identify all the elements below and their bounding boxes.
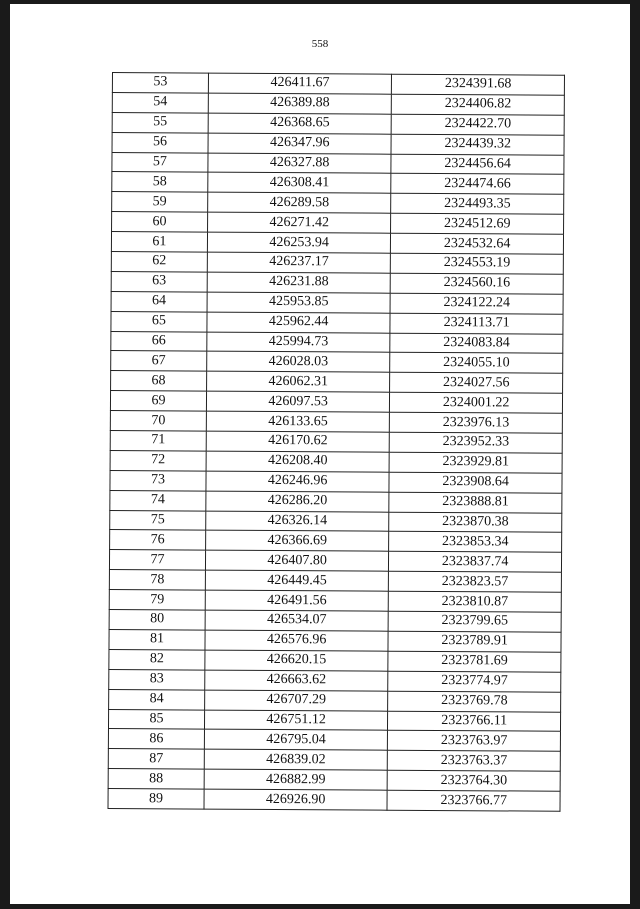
y-coordinate-cell: 2323763.97 <box>388 731 561 752</box>
table-row <box>111 331 563 354</box>
table-row <box>111 351 563 374</box>
x-coordinate-cell: 426097.53 <box>206 391 390 412</box>
x-coordinate-cell: 426289.58 <box>208 192 392 213</box>
y-coordinate-cell: 2323766.11 <box>388 711 561 732</box>
point-id-cell: 86 <box>108 729 204 749</box>
x-coordinate-cell: 426133.65 <box>206 411 390 432</box>
coordinate-table <box>107 72 564 812</box>
point-id-cell: 66 <box>111 331 207 351</box>
y-coordinate-cell: 2324493.35 <box>391 194 564 215</box>
table-row <box>112 172 564 195</box>
x-coordinate-cell: 426839.02 <box>204 749 388 770</box>
table-row <box>112 192 564 215</box>
point-id-cell: 55 <box>112 112 208 132</box>
point-id-cell: 60 <box>112 212 208 232</box>
x-coordinate-cell: 426246.96 <box>206 471 390 492</box>
y-coordinate-cell: 2324439.32 <box>391 134 564 155</box>
y-coordinate-cell: 2323870.38 <box>389 512 562 533</box>
y-coordinate-cell: 2323766.77 <box>387 790 560 811</box>
x-coordinate-cell: 426237.17 <box>207 252 391 273</box>
x-coordinate-cell: 426449.45 <box>205 570 389 591</box>
table-row <box>111 271 563 294</box>
point-id-cell: 65 <box>111 311 207 331</box>
y-coordinate-cell: 2324055.10 <box>390 353 563 374</box>
x-coordinate-cell: 425953.85 <box>207 292 391 313</box>
y-coordinate-cell: 2323837.74 <box>389 552 562 573</box>
table-row <box>110 411 562 434</box>
x-coordinate-cell: 426882.99 <box>204 769 388 790</box>
y-coordinate-cell: 2323774.97 <box>388 671 561 692</box>
x-coordinate-cell: 426327.88 <box>208 153 392 174</box>
y-coordinate-cell: 2324391.68 <box>392 74 565 95</box>
point-id-cell: 74 <box>110 490 206 510</box>
point-id-cell: 79 <box>109 590 205 610</box>
document-page <box>10 4 630 904</box>
x-coordinate-cell: 426411.67 <box>208 73 392 94</box>
x-coordinate-cell: 426620.15 <box>205 650 389 671</box>
point-id-cell: 87 <box>108 749 204 769</box>
x-coordinate-cell: 426062.31 <box>206 371 390 392</box>
y-coordinate-cell: 2323764.30 <box>387 770 560 791</box>
y-coordinate-cell: 2323810.87 <box>389 591 562 612</box>
y-coordinate-cell: 2324406.82 <box>392 94 565 115</box>
point-id-cell: 71 <box>110 431 206 451</box>
x-coordinate-cell: 426326.14 <box>206 511 390 532</box>
table-row <box>109 669 561 692</box>
point-id-cell: 59 <box>112 192 208 212</box>
x-coordinate-cell: 426170.62 <box>206 431 390 452</box>
x-coordinate-cell: 426368.65 <box>208 113 392 134</box>
y-coordinate-cell: 2323976.13 <box>390 412 563 433</box>
x-coordinate-cell: 426663.62 <box>205 670 389 691</box>
x-coordinate-cell: 425994.73 <box>207 332 391 353</box>
table-row <box>111 232 563 255</box>
y-coordinate-cell: 2324027.56 <box>390 373 563 394</box>
table-row <box>108 789 560 812</box>
table-row <box>110 450 562 473</box>
point-id-cell: 53 <box>112 73 208 93</box>
table-row <box>112 112 564 135</box>
point-id-cell: 82 <box>109 649 205 669</box>
table-row <box>112 92 564 115</box>
table-row <box>109 649 561 672</box>
table-row <box>112 152 564 175</box>
coordinate-table-body <box>108 73 564 812</box>
x-coordinate-cell: 426028.03 <box>207 352 391 373</box>
point-id-cell: 54 <box>112 92 208 112</box>
point-id-cell: 67 <box>111 351 207 371</box>
y-coordinate-cell: 2324083.84 <box>390 333 563 354</box>
table-row <box>110 490 562 513</box>
y-coordinate-cell: 2323908.64 <box>389 472 562 493</box>
y-coordinate-cell: 2323781.69 <box>388 651 561 672</box>
table-row <box>109 610 561 633</box>
point-id-cell: 83 <box>109 669 205 689</box>
point-id-cell: 62 <box>111 252 207 272</box>
y-coordinate-cell: 2324474.66 <box>391 174 564 195</box>
point-id-cell: 56 <box>112 132 208 152</box>
point-id-cell: 88 <box>108 769 204 789</box>
table-row <box>111 311 563 334</box>
table-row <box>110 431 562 454</box>
table-row <box>110 530 562 553</box>
y-coordinate-cell: 2323789.91 <box>388 631 561 652</box>
point-id-cell: 75 <box>110 510 206 530</box>
table-row <box>112 212 564 235</box>
point-id-cell: 64 <box>111 291 207 311</box>
y-coordinate-cell: 2323799.65 <box>388 611 561 632</box>
table-row <box>108 769 560 792</box>
y-coordinate-cell: 2323952.33 <box>390 432 563 453</box>
x-coordinate-cell: 426926.90 <box>204 789 388 810</box>
table-row <box>109 570 561 593</box>
point-id-cell: 89 <box>108 789 204 809</box>
point-id-cell: 73 <box>110 470 206 490</box>
y-coordinate-cell: 2324532.64 <box>391 233 564 254</box>
y-coordinate-cell: 2324422.70 <box>391 114 564 135</box>
point-id-cell: 70 <box>110 411 206 431</box>
x-coordinate-cell: 426491.56 <box>205 590 389 611</box>
x-coordinate-cell: 426389.88 <box>208 93 392 114</box>
x-coordinate-cell: 425962.44 <box>207 312 391 333</box>
x-coordinate-cell: 426208.40 <box>206 451 390 472</box>
table-row <box>109 689 561 712</box>
x-coordinate-cell: 426707.29 <box>205 690 389 711</box>
point-id-cell: 63 <box>111 271 207 291</box>
page-number: 558 <box>311 38 329 50</box>
x-coordinate-cell: 426534.07 <box>205 610 389 631</box>
x-coordinate-cell: 426576.96 <box>205 630 389 651</box>
point-id-cell: 84 <box>109 689 205 709</box>
x-coordinate-cell: 426347.96 <box>208 133 392 154</box>
y-coordinate-cell: 2323888.81 <box>389 492 562 513</box>
x-coordinate-cell: 426308.41 <box>208 173 392 194</box>
table-row <box>112 73 564 96</box>
y-coordinate-cell: 2323763.37 <box>388 750 561 771</box>
point-id-cell: 68 <box>111 371 207 391</box>
x-coordinate-cell: 426751.12 <box>204 710 388 731</box>
point-id-cell: 72 <box>110 450 206 470</box>
y-coordinate-cell: 2324512.69 <box>391 213 564 234</box>
x-coordinate-cell: 426231.88 <box>207 272 391 293</box>
point-id-cell: 76 <box>110 530 206 550</box>
x-coordinate-cell: 426407.80 <box>205 550 389 571</box>
table-row <box>112 132 564 155</box>
y-coordinate-cell: 2324553.19 <box>391 253 564 274</box>
y-coordinate-cell: 2323823.57 <box>389 571 562 592</box>
point-id-cell: 78 <box>109 570 205 590</box>
table-row <box>108 749 560 772</box>
y-coordinate-cell: 2323853.34 <box>389 532 562 553</box>
table-row <box>109 629 561 652</box>
y-coordinate-cell: 2323769.78 <box>388 691 561 712</box>
table-row <box>111 252 563 275</box>
table-row <box>110 510 562 533</box>
table-row <box>111 371 563 394</box>
point-id-cell: 80 <box>109 610 205 630</box>
point-id-cell: 58 <box>112 172 208 192</box>
point-id-cell: 69 <box>110 391 206 411</box>
x-coordinate-cell: 426795.04 <box>204 729 388 750</box>
point-id-cell: 61 <box>111 232 207 252</box>
table-row <box>108 709 560 732</box>
x-coordinate-cell: 426366.69 <box>206 531 390 552</box>
table-row <box>110 391 562 414</box>
y-coordinate-cell: 2324113.71 <box>390 313 563 334</box>
y-coordinate-cell: 2323929.81 <box>389 452 562 473</box>
table-row <box>109 550 561 573</box>
y-coordinate-cell: 2324456.64 <box>391 154 564 175</box>
y-coordinate-cell: 2324560.16 <box>390 273 563 294</box>
y-coordinate-cell: 2324122.24 <box>390 293 563 314</box>
x-coordinate-cell: 426286.20 <box>206 491 390 512</box>
point-id-cell: 81 <box>109 629 205 649</box>
table-row <box>108 729 560 752</box>
point-id-cell: 85 <box>108 709 204 729</box>
x-coordinate-cell: 426253.94 <box>207 232 391 253</box>
table-row <box>109 590 561 613</box>
point-id-cell: 77 <box>109 550 205 570</box>
table-row <box>111 291 563 314</box>
y-coordinate-cell: 2324001.22 <box>390 392 563 413</box>
point-id-cell: 57 <box>112 152 208 172</box>
x-coordinate-cell: 426271.42 <box>207 212 391 233</box>
table-row <box>110 470 562 493</box>
